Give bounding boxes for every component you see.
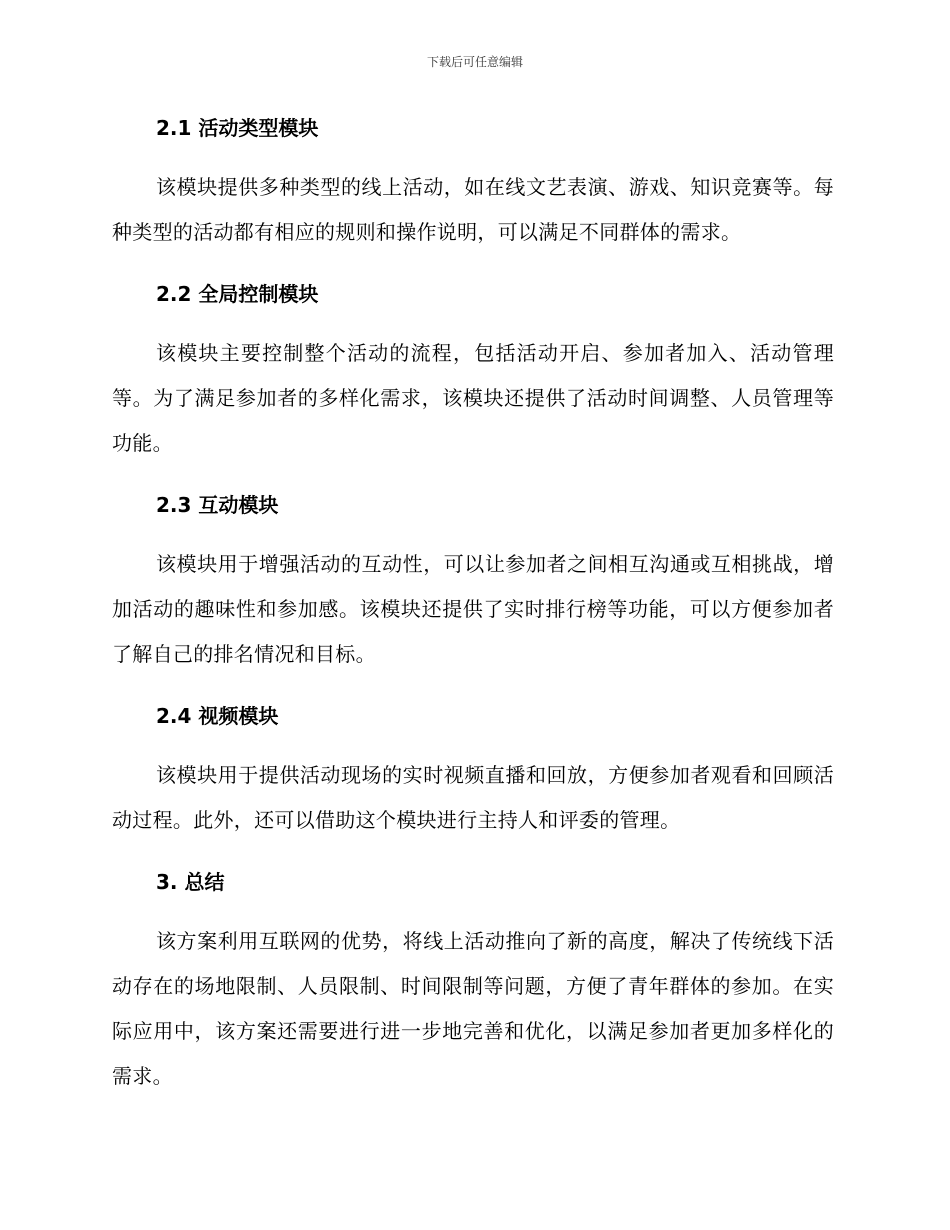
section-heading-2-1: 2.1 活动类型模块 [156, 116, 319, 140]
section-heading-2-4: 2.4 视频模块 [156, 704, 279, 728]
section-body-3: 该方案利用互联网的优势，将线上活动推向了新的高度，解决了传统线下活动存在的场地限制、人员限制、时间限制等问题，方便了青年群体的参加。在实际应用中，该方案还需要进行进一步地完善和优化，以满足参加者更加多样化的需求。 [112, 929, 834, 1088]
section-heading-2-3: 2.3 互动模块 [156, 493, 279, 517]
section-body-2-1: 该模块提供多种类型的线上活动，如在线文艺表演、游戏、知识竞赛等。每种类型的活动都有相应的规则和操作说明，可以满足不同群体的需求。 [112, 175, 834, 244]
section-heading-3: 3. 总结 [156, 870, 225, 894]
section-body-2-4: 该模块用于提供活动现场的实时视频直播和回放，方便参加者观看和回顾活动过程。此外，还可以借助这个模块进行主持人和评委的管理。 [112, 763, 834, 832]
section-body-2-2: 该模块主要控制整个活动的流程，包括活动开启、参加者加入、活动管理等。为了满足参加者的多样化需求，该模块还提供了活动时间调整、人员管理等功能。 [112, 341, 834, 455]
section-body-2-3: 该模块用于增强活动的互动性，可以让参加者之间相互沟通或互相挑战，增加活动的趣味性和参加感。该模块还提供了实时排行榜等功能，可以方便参加者了解自己的排名情况和目标。 [112, 552, 834, 666]
section-heading-2-2: 2.2 全局控制模块 [156, 282, 319, 306]
header-note: 下载后可任意编辑 [426, 55, 523, 69]
document-body [112, 110, 834, 1099]
